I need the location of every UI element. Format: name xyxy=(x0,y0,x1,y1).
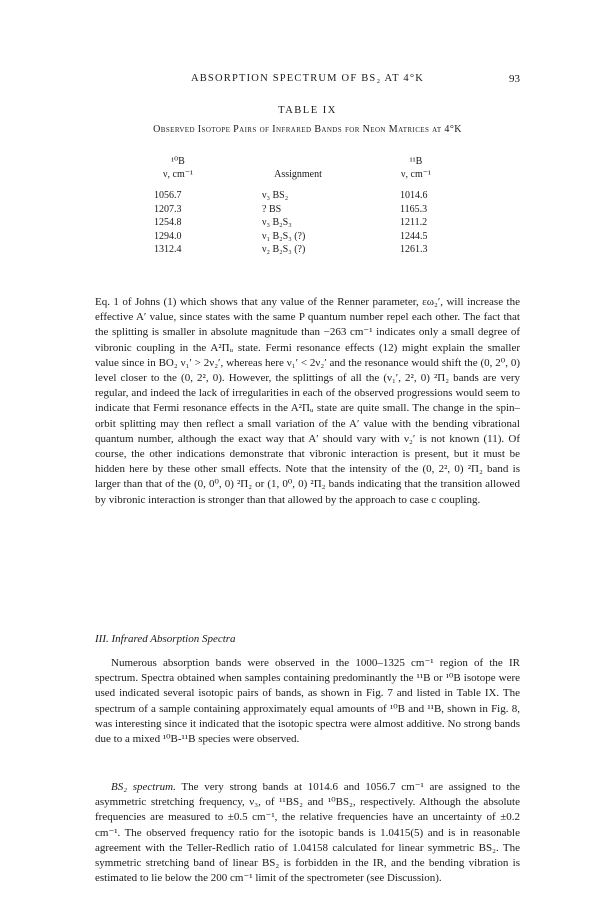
cell-b11: 1211.2 xyxy=(400,217,428,228)
cell-b10: 1312.4 xyxy=(154,244,182,255)
cell-assignment: ν₃ B₂S₃ xyxy=(262,217,292,228)
page-number: 93 xyxy=(509,73,520,85)
paragraph-container xyxy=(95,780,520,886)
cell-assignment: ν₂ B₂S₃ (?) xyxy=(262,244,306,255)
table-caption: Observed Isotope Pairs of Infrared Bands for Neon Matrices at 4°K xyxy=(153,124,462,135)
cell-b10: 1056.7 xyxy=(154,190,182,201)
paragraph-text: Numerous absorption bands were observed in the 1000–1325 cm⁻¹ region of the IR spectrum. Spectra obtained when samples containing predominantly the ¹¹B or ¹⁰B isotope were used indicated several isotopic pairs of bands, as shown in Fig. 7 and listed in Table IX. The spectrum of a sample containing approximately equal amounts of ¹⁰B and ¹¹B, shown in Fig. 8, was interesting since it indicated that the isotopic spectra were almost additive. No strong bands due to a mixed ¹⁰B-¹¹B species were observed. xyxy=(95,657,520,746)
header-assignment: Assignment xyxy=(274,169,322,180)
paragraph-lead-in: BS₂ spectrum. xyxy=(111,781,176,793)
table-label: TABLE IX xyxy=(278,105,337,116)
table-row xyxy=(148,231,448,245)
paragraph-text: Eq. 1 of Johns (1) which shows that any value of the Renner parameter, εω₂′, will increase the effective A′ value, since states with the same P quantum number repel each other. The fact that the splitting is smaller in absolute magnitude than −263 cm⁻¹ indicates only a small degree of vibronic coupling in the A²Πᵤ state. Fermi resonance effects (12) might explain the smaller value since in BO₂ ν₁′ > 2ν₂′, whereas here ν₁′ < 2ν₂′ and the resonance would shift the (0, 2⁰, 0) level closer to the (0, 2², 0). However, the splittings of all the (ν₁′, 2², 0) ²Π₂ bands are very regular, and indeed the lack of irregularities in each of the observed progressions would seem to indicate that Fermi resonance effects in the A²Πᵤ state are quite small. The change in the spin–orbit splitting may then reflect a small variation of the A′ value with the bending vibrational quantum number, although the exact way that A′ should vary with ν₂′ is not known (11). Of course, the other indications demonstrate that vibronic interaction is present, but it must be hidden here by these other small effects. Note that the intensity of the (0, 2², 0) ²Π₂ band is larger than that of the (0, 0⁰, 0) ²Π₂ or (1, 0⁰, 0) ²Π₂ bands indicating that the transition allowed by vibronic interaction is stronger than that allowed by the approach to case c coupling. xyxy=(95,296,520,506)
cell-b11: 1165.3 xyxy=(400,203,428,215)
isotope-table xyxy=(148,156,448,258)
cell-b11: 1014.6 xyxy=(400,190,428,201)
table-row xyxy=(148,204,448,218)
header-b11-unit: ν, cm⁻¹ xyxy=(400,169,431,180)
cell-b11: 1261.3 xyxy=(400,244,428,255)
table-header xyxy=(148,156,448,186)
header-b10-isotope: ¹⁰B xyxy=(171,156,185,167)
cell-b11: 1244.5 xyxy=(400,230,428,242)
cell-b10: 1254.8 xyxy=(154,217,182,228)
header-b10-unit: ν, cm⁻¹ xyxy=(162,169,193,180)
table-row xyxy=(148,217,448,231)
paragraph-bs2-spectrum xyxy=(95,780,520,886)
running-title: ABSORPTION SPECTRUM OF BS₂ AT 4°K xyxy=(190,73,425,84)
table-row xyxy=(148,244,448,258)
paragraph-text: The very strong bands at 1014.6 and 1056.7 cm⁻¹ are assigned to the asymmetric stretching frequency, ν₃, of ¹¹BS₂ and ¹⁰BS₂, respectively. Although the absolute frequencies are measured to ±0.5 cm⁻¹, the relative frequencies have an uncertainty of ±0.2 cm⁻¹. The observed frequency ratio for the isotopic bands is 1.0415(5) and is in reasonable agreement with the Teller-Redlich ratio of 1.04158 calculated for linear symmetric BS₂. The symmetric stretching band of linear BS₂ is forbidden in the IR, and the bending vibration is estimated to lie below the 200 cm⁻¹ limit of the spectrometer (see Discussion). xyxy=(95,781,520,885)
cell-b10: 1207.3 xyxy=(154,203,182,215)
table-body xyxy=(148,190,448,258)
header-b11-isotope: ¹¹B xyxy=(409,156,423,167)
cell-assignment: ν₁ B₂S₃ (?) xyxy=(262,230,306,242)
paragraph-ir-intro xyxy=(95,656,520,747)
running-head xyxy=(95,73,520,87)
cell-b10: 1294.0 xyxy=(154,230,182,242)
paragraph-renner-discussion xyxy=(95,295,520,508)
table-row xyxy=(148,190,448,204)
cell-assignment: ? BS xyxy=(262,203,282,215)
section-heading-ir: III. Infrared Absorption Spectra xyxy=(95,633,236,645)
cell-assignment: ν₃ BS₂ xyxy=(262,190,289,201)
